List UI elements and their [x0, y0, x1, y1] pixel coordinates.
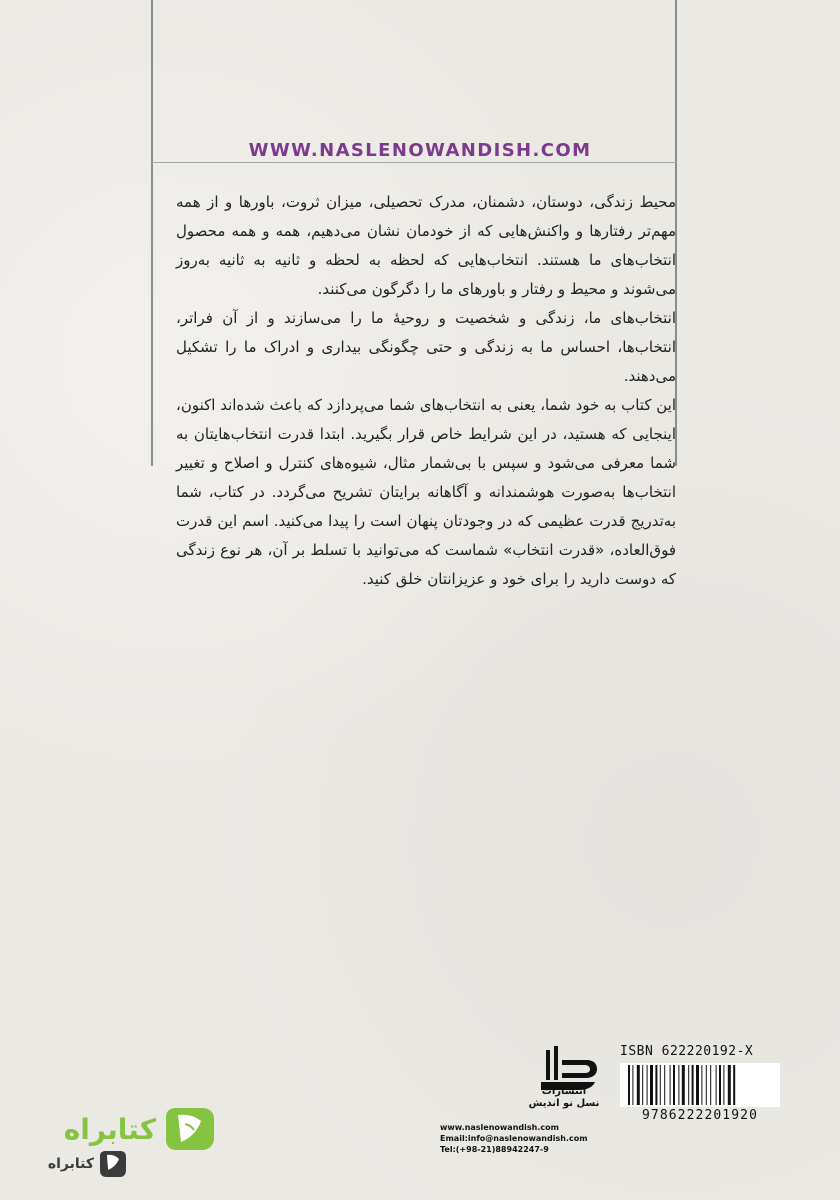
ketabrah-logo-sub	[22, 1149, 132, 1181]
isbn-barcode-block	[620, 1044, 780, 1130]
leaf-book-icon-small	[98, 1150, 128, 1178]
contact-email[interactable]: Email:info@naslenowandish.com	[440, 1134, 588, 1143]
ketabrah-logo-main	[38, 1107, 218, 1153]
barcode-bars-icon	[620, 1063, 780, 1107]
website-heading[interactable]: WWW.NASLENOWANDISH.COM	[248, 140, 592, 161]
description-paragraph-2: انتخاب‌های ما، زندگی و شخصیت و روحیهٔ ما را می‌سازند و از آن فراتر، انتخاب‌ها، احساس ما به زندگی و حتی چگونگی بیداری و ادراک ما را تشکیل می‌دهند.	[176, 309, 676, 385]
barcode	[620, 1063, 780, 1107]
description-paragraph-1: محیط زندگی، دوستان، دشمنان، مدرک تحصیلی، میزان ثروت، باورها و از همه مهم‌تر رفتارها و واکنش‌هایی که از خودمان نشان می‌دهیم، همه و همه محصول انتخاب‌های ما هستند. انتخاب‌هایی که لحظه به لحظه و ثانیه به ثانیه به‌روز می‌شوند و محیط و رفتار و باورهای ما را دگرگون می‌کنند.	[176, 193, 676, 298]
description-paragraph-3: این کتاب به خود شما، یعنی به انتخاب‌های شما می‌پردازد که باعث شده‌اند اکنون، اینجایی که هستید، در این شرایط خاص قرار بگیرید. ابتدا قدرت انتخاب‌هایتان به شما معرفی می‌شود و سپس با بی‌شمار مثال، شیوه‌های کنترل و اصلاح و تغییر انتخاب‌ها به‌صورت هوشمندانه و آگاهانه برایتان تشریح می‌گردد. در کتاب، شما به‌تدریج قدرت عظیمی که در وجودتان پنهان است را پیدا می‌کنید. اسم این قدرت فوق‌العاده، «قدرت انتخاب» شماست که می‌توانید با تسلط بر آن، هر نوع زندگی که دوست دارید را برای خود و عزیزانتان خلق کنید.	[176, 396, 676, 588]
publisher-contact	[440, 1122, 600, 1155]
frame-divider-line	[151, 162, 677, 163]
leaf-book-icon	[162, 1107, 216, 1151]
contact-website[interactable]: www.naslenowandish.com	[440, 1123, 559, 1132]
frame-left-line	[151, 0, 153, 466]
book-description	[176, 188, 676, 594]
ketabrah-wordmark-main: کتابراه	[63, 1113, 156, 1146]
publisher-name-line-2: نسل نو اندیش	[528, 1098, 600, 1109]
publisher-name-line-1: انتشارات	[541, 1086, 587, 1097]
publisher-name	[526, 1086, 602, 1110]
isbn-label: ISBN 622220192-X	[620, 1044, 754, 1059]
barcode-number: 9786222201920	[641, 1108, 759, 1123]
ketabrah-sub-badge-icon	[98, 1150, 128, 1178]
ketabrah-wordmark-sub: کتابراه	[47, 1156, 94, 1172]
contact-phone[interactable]: Tel:(+98-21)88942247-9	[440, 1145, 549, 1154]
ketabrah-badge-icon	[162, 1107, 216, 1151]
